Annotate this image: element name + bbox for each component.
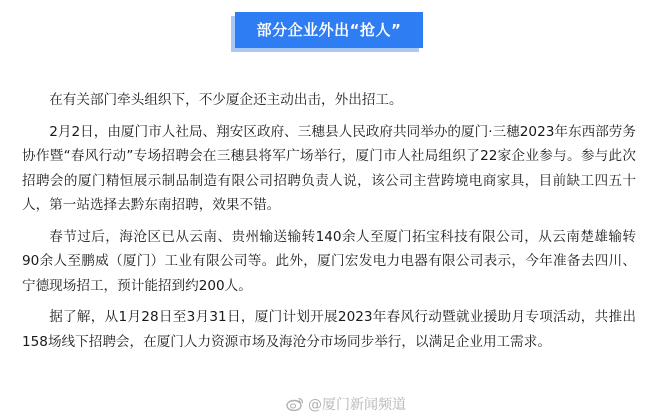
article-paragraph: 2月2日，由厦门市人社局、翔安区政府、三穗县人民政府共同举办的厦门·三穗2023年东西部劳务协作暨“春风行动”专场招聘会在三穗县将军广场举行，厦门市人社局组织了22家企业参与。参与此次招聘会的厦门精恒展示制品制造有限公司招聘负责人说，该公司主营跨境电商家具，目前缺工四五十人，第一站选择去黔东南招聘，效果不错。 — [22, 123, 636, 213]
article-paragraph: 春节过后，海沧区已从云南、贵州输送输转140余人至厦门拓宝科技有限公司，从云南楚雄输转90余人至鹏威（厦门）工业有限公司等。此外，厦门宏发电力电器有限公司表示，今年准备去四川、宁德现场招工，预计能招到约200人。 — [22, 228, 636, 294]
heading-container — [0, 12, 658, 48]
weibo-icon — [286, 397, 304, 411]
watermark-text: @厦门新闻频道 — [308, 397, 406, 413]
article-paragraph: 据了解，从1月28日至3月31日，厦门计划开展2023年春风行动暨就业援助月专项活动，共推出158场线下招聘会，在厦门人力资源市场及海沧分市场同步举行，以满足企业用工需求。 — [22, 309, 636, 350]
section-heading — [235, 12, 424, 48]
article-body — [22, 88, 636, 361]
section-heading-text: 部分企业外出“抢人” — [256, 21, 402, 39]
watermark — [286, 394, 406, 414]
article-paragraph: 在有关部门牵头组织下，不少厦企还主动出击，外出招工。 — [49, 92, 403, 108]
